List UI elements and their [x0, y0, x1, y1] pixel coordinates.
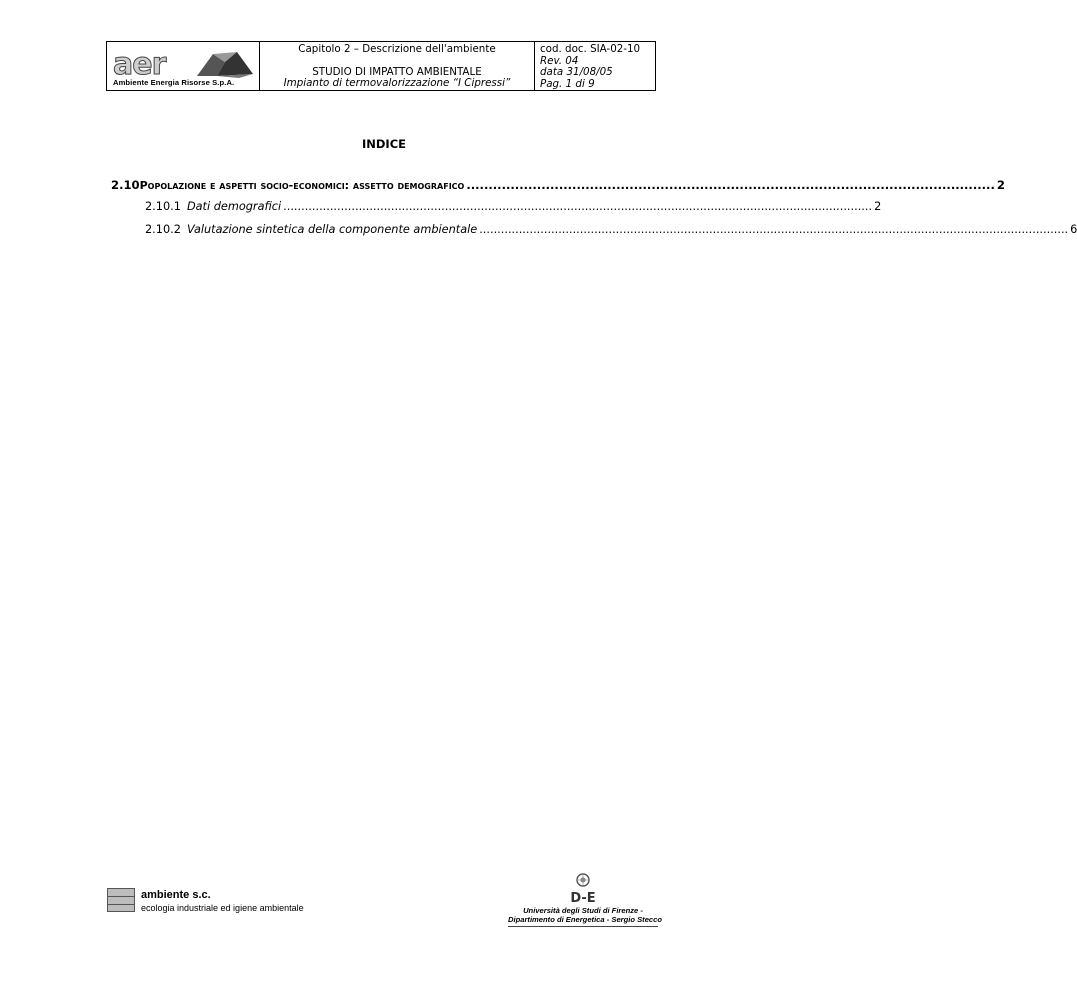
document-header	[106, 41, 656, 91]
toc-entry-2-10-2[interactable]	[145, 223, 1077, 236]
logo-tagline: Ambiente Energia Risorse S.p.A.	[113, 78, 235, 87]
university-de-logo	[558, 872, 608, 906]
footer-right-logo	[508, 872, 663, 927]
university-name: Università degli Studi di Firenze -	[523, 906, 643, 915]
doc-page: Pag. 1 di 9	[540, 77, 595, 90]
plant-title: Impianto di termovalorizzazione “I Cipressi”	[283, 77, 511, 89]
toc-number: 2.10	[111, 178, 140, 192]
toc-page: 2	[996, 178, 1005, 192]
svg-text:aer: aer	[113, 47, 166, 82]
footer-rule	[508, 926, 658, 927]
doc-date: data 31/08/05	[540, 66, 613, 78]
index-title: INDICE	[361, 137, 407, 151]
toc-text: Dati demografici	[186, 200, 282, 213]
toc-leader: ........................................................................................................................	[466, 178, 995, 192]
footer-company-name: ambiente s.c.	[141, 889, 211, 901]
toc-entry-2-10[interactable]	[111, 178, 1005, 192]
chapter-title: Capitolo 2 – Descrizione dell'ambiente	[298, 43, 496, 55]
toc-text: Valutazione sintetica della componente ambientale	[186, 223, 478, 236]
company-logo-cell	[107, 42, 260, 90]
toc-entry-2-10-1[interactable]	[145, 200, 882, 213]
toc-leader: ....................................................................................................................................................................	[283, 200, 873, 213]
toc-text: Popolazione e aspetti socio-economici: assetto demografico	[139, 179, 465, 192]
ambiente-logo-icon	[107, 888, 135, 912]
doc-code: cod. doc. SIA-02-10	[540, 43, 641, 55]
toc-number: 2.10.2	[145, 223, 181, 236]
toc-page: 2	[874, 200, 882, 213]
aer-logo	[113, 47, 255, 82]
doc-revision: Rev. 04	[540, 54, 579, 67]
header-title-cell	[260, 42, 535, 90]
toc-number: 2.10.1	[145, 200, 181, 213]
doc-info-cell	[535, 42, 655, 90]
toc-page: 6	[1070, 223, 1077, 236]
footer-company-subtitle: ecologia industriale ed igiene ambientale	[141, 903, 304, 913]
toc-leader: ....................................................................................................................................................................	[479, 223, 1069, 236]
department-name: Dipartimento di Energetica - Sergio Stecco	[508, 915, 663, 924]
study-title: STUDIO DI IMPATTO AMBIENTALE	[312, 65, 482, 78]
svg-text:D-E: D-E	[570, 891, 596, 906]
